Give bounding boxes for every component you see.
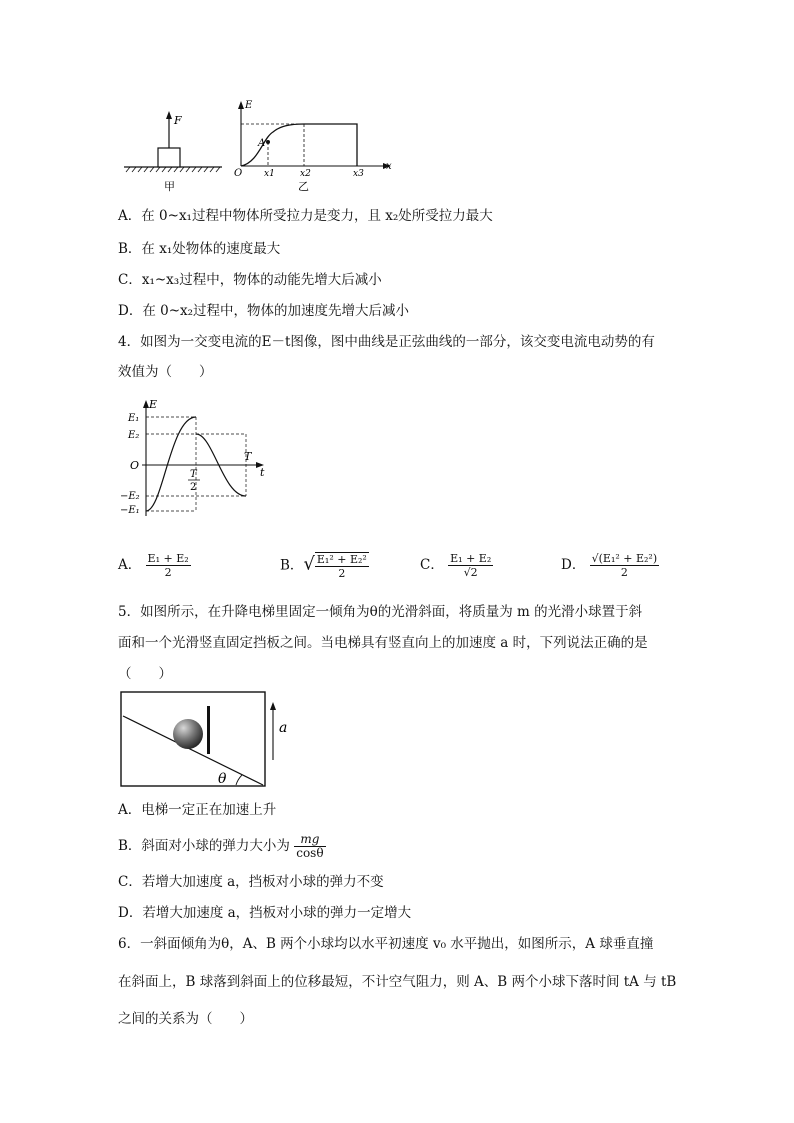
q3-option-d: D．在 0~x₂过程中，物体的加速度先增大后减小: [118, 303, 410, 319]
q5-option-c: C．若增大加速度 a，挡板对小球的弹力不变: [118, 874, 384, 890]
yi-label: 乙: [298, 180, 309, 193]
jia-label: 甲: [164, 180, 175, 193]
q4-option-b: B．√ $\frac{\text{E₁² + E₂²}}{2}$: [280, 553, 367, 580]
point-a-label: A: [258, 138, 266, 149]
neg-e2-label: −E₂: [120, 491, 140, 502]
q5-stem-line3: （ ）: [118, 666, 172, 682]
q4-option-a: A． $\frac{\text{E₁ + E₂}}{2}$: [118, 552, 189, 579]
origin-label: O: [234, 168, 243, 179]
q4-option-d: D． $\frac{\text{√(E₁² + E₂²)}}{2}$: [561, 552, 658, 579]
e1-label: E₁: [128, 413, 140, 424]
acceleration-label: a: [279, 720, 288, 736]
q5-option-a: A．电梯一定正在加速上升: [118, 802, 277, 818]
half-period-num: T: [190, 469, 197, 480]
ball: [173, 719, 203, 749]
q5-stem-line2: 面和一个光滑竖直固定挡板之间。当电梯具有竖直向上的加速度 a 时，下列说法正确的是: [118, 635, 648, 651]
q3-option-a: A．在 0~x₁过程中物体所受拉力是变力，且 x₂处所受拉力最大: [118, 208, 493, 224]
neg-e1-label: −E₁: [120, 505, 140, 516]
t-axis-label: t: [260, 466, 265, 479]
q3-option-c: C．x₁~x₃过程中，物体的动能先增大后减小: [118, 272, 382, 288]
x1-label: x1: [264, 169, 275, 179]
half-period-den: 2: [190, 482, 197, 493]
e2-label: E₂: [128, 430, 140, 441]
q6-stem-line1: 6．一斜面倾角为θ，A、B 两个小球均以水平初速度 v₀ 水平抛出，如图所示，A 球垂直撞: [118, 936, 654, 952]
theta-label: θ: [218, 771, 227, 787]
figure-elevator: [118, 690, 298, 788]
force-label: F: [174, 114, 182, 127]
origin-label: O: [130, 459, 140, 472]
q5-stem-line1: 5．如图所示，在升降电梯里固定一倾角为θ的光滑斜面，将质量为 m 的光滑小球置于斜: [118, 604, 643, 620]
q5-option-d: D．若增大加速度 a，挡板对小球的弹力一定增大: [118, 905, 412, 921]
q4-stem-line2: 效值为（ ）: [118, 364, 213, 380]
q5-option-b: B．斜面对小球的弹力大小为 $\frac{mg}{\cos\theta}$: [118, 832, 324, 860]
e-axis-label: E: [245, 100, 253, 111]
baffle: [207, 706, 210, 754]
block: [158, 148, 180, 167]
q6-stem-line2: 在斜面上，B 球落到斜面上的位移最短，不计空气阻力，则 A、B 两个小球下落时间 tA 与 tB: [118, 974, 677, 990]
period-label: T: [244, 450, 252, 463]
q4-option-c: C． $\frac{\text{E₁ + E₂}}{√2}$: [420, 552, 492, 579]
q4-stem-line1: 4．如图为一交变电流的E－t图像，图中曲线是正弦曲线的一部分，该交变电流电动势的有: [118, 334, 655, 350]
x-axis-label: x: [386, 161, 392, 172]
figure-et-graph: [118, 396, 278, 522]
x3-label: x3: [353, 169, 364, 179]
e-axis-label: E: [149, 398, 158, 411]
q6-stem-line3: 之间的关系为（ ）: [118, 1011, 253, 1027]
figure-force-energy: [118, 98, 408, 194]
q3-option-b: B．在 x₁处物体的速度最大: [118, 241, 281, 257]
x2-label: x2: [300, 169, 311, 179]
